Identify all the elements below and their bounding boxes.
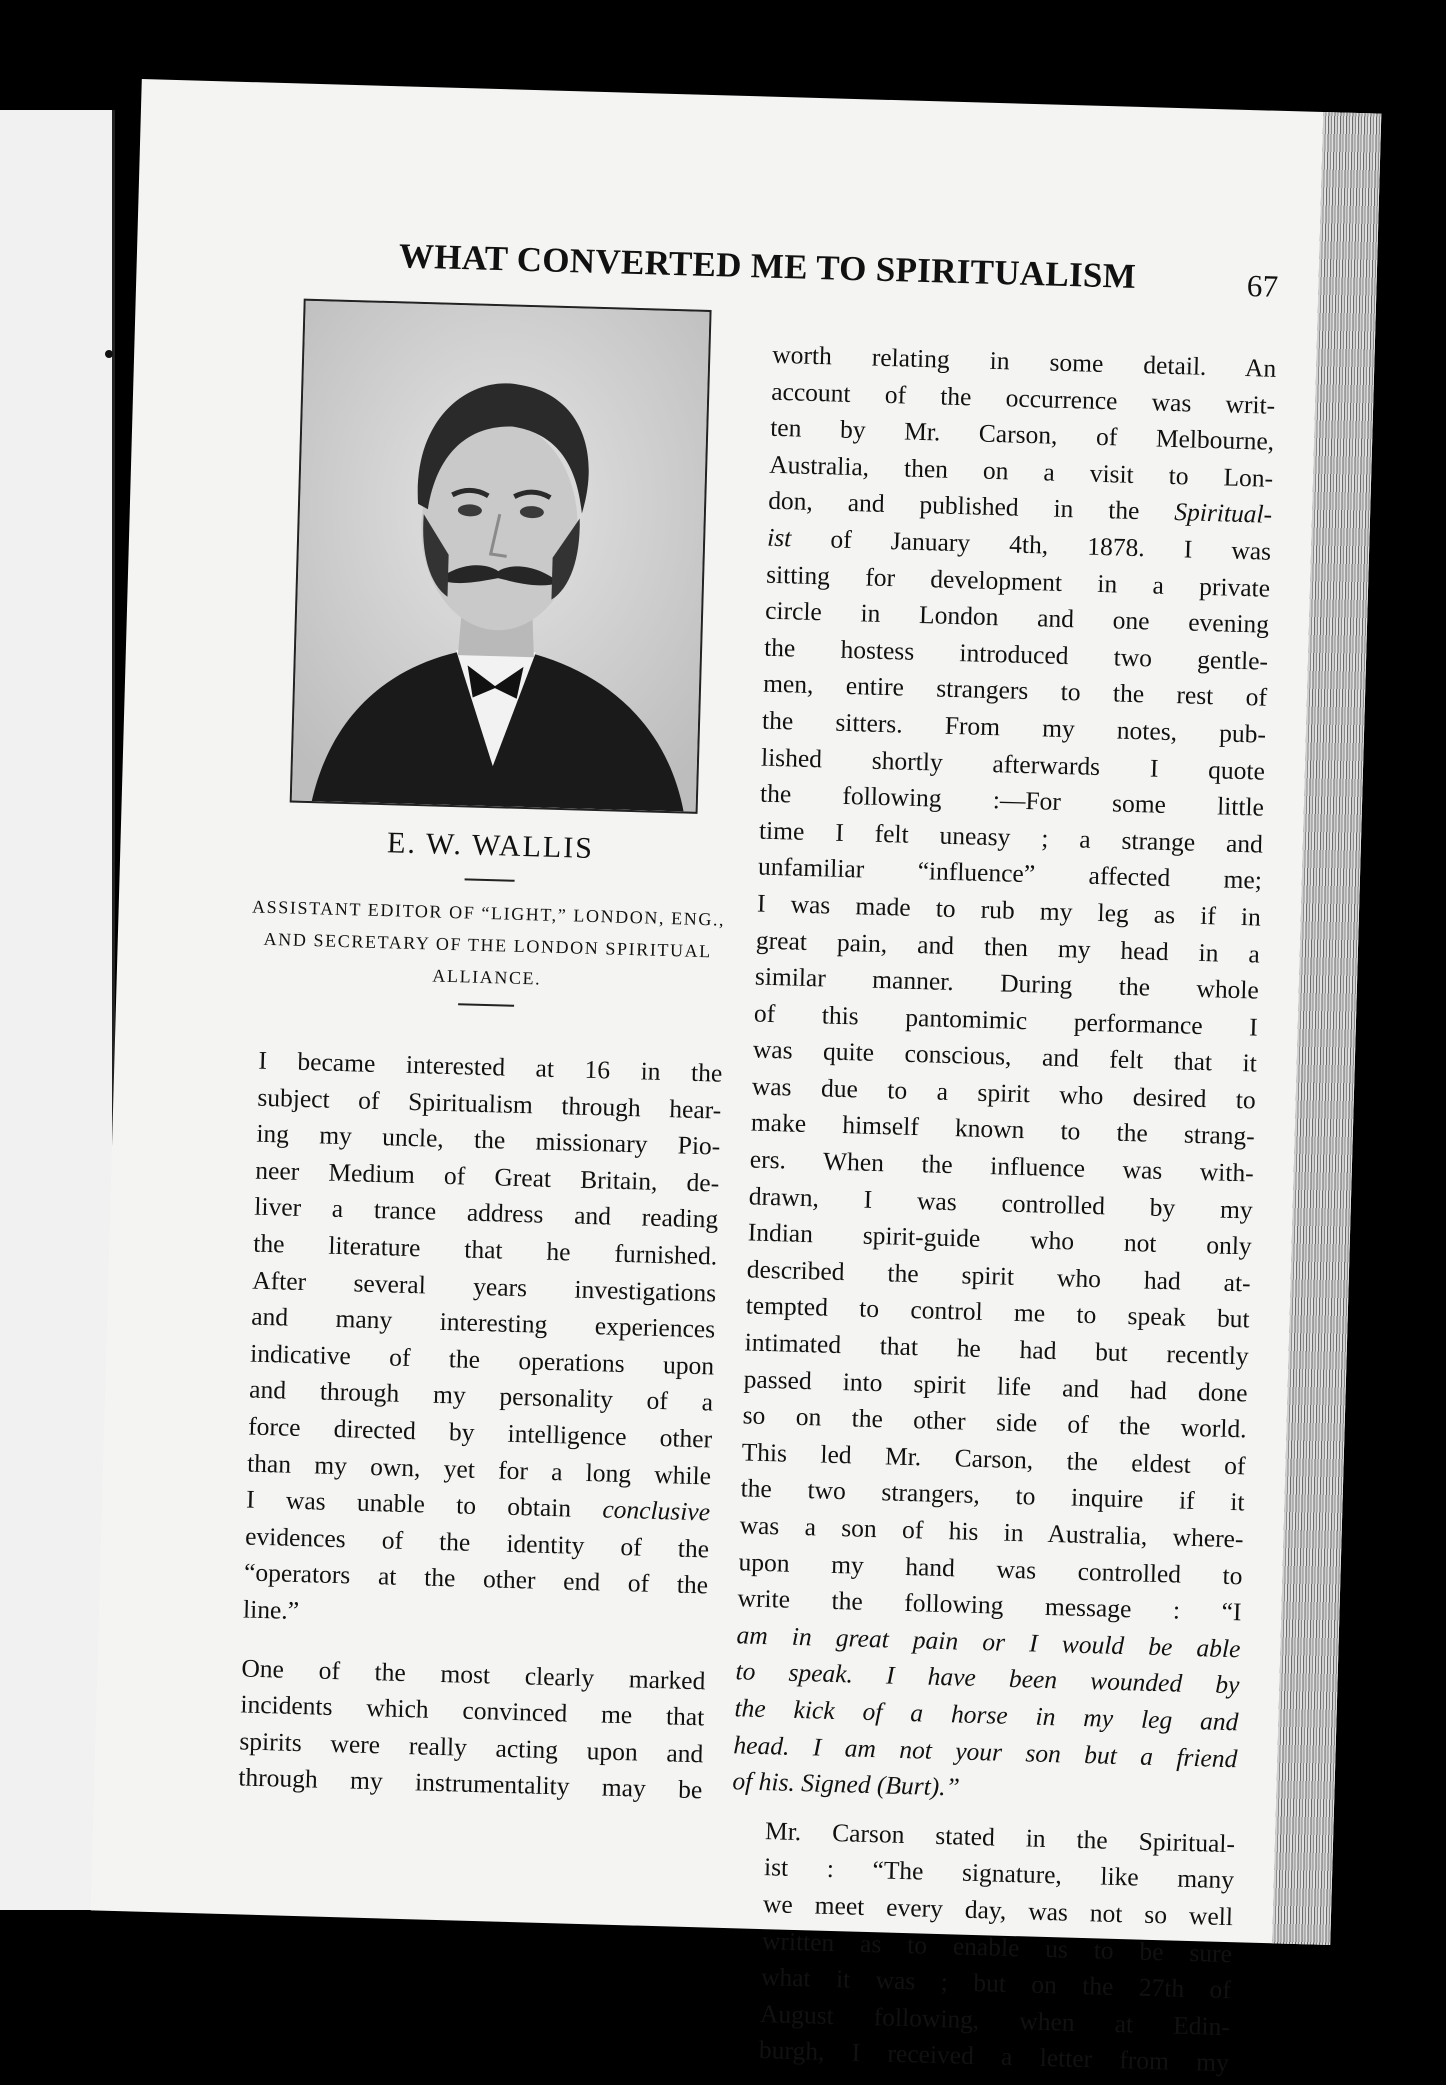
running-title: WHAT CONVERTED ME TO SPIRITUALISM: [398, 236, 1137, 296]
text-line: upon my hand was controlled to: [738, 1546, 1243, 1590]
text-line: drawn, I was controlled by my: [748, 1181, 1254, 1225]
text-fragment: don, and published in the: [767, 486, 1140, 526]
text-line: ers. When the influence was with-: [749, 1144, 1255, 1188]
text-line: the following :—For some little: [759, 778, 1265, 822]
text-line: the sitters. From my notes, pub-: [761, 705, 1267, 749]
text-line: ten by Mr. Carson, of Melbourne,: [769, 412, 1275, 456]
text-line: spirits were really acting upon and: [239, 1726, 704, 1769]
text-line: incidents which convinced me that: [240, 1689, 705, 1732]
text-line: than my own, yet for a long while: [246, 1448, 712, 1491]
portrait-illustration: [292, 301, 710, 812]
text-line: One of the most clearly marked: [241, 1652, 706, 1695]
text-fragment: I was unable to obtain: [245, 1484, 572, 1523]
text-fragment: of January 4th, 1878. I was: [830, 524, 1272, 566]
paragraph: [209, 1042, 723, 1641]
paragraph: [732, 337, 1277, 1814]
text-line: ist : “The signature, like many: [763, 1852, 1235, 1895]
running-header: [398, 236, 1279, 304]
text-line: line.”: [242, 1594, 300, 1625]
text-line: evidences of the identity of the: [244, 1521, 710, 1564]
text-line: time I felt uneasy ; a strange and: [758, 815, 1264, 859]
caption-rule: [458, 1003, 514, 1007]
paragraph: [204, 1649, 706, 1809]
text-line: sitting for development in a private: [765, 559, 1271, 603]
emphasis-spiritualist-end: ist: [766, 522, 792, 553]
text-line: intimated that he had but recently: [744, 1327, 1250, 1371]
text-line: passed into spirit life and had done: [743, 1363, 1248, 1408]
quoted-message-line: am in great pain or I would be able: [736, 1620, 1241, 1664]
text-line: was a son of his in Australia, where-: [739, 1510, 1244, 1554]
text-line: great pain, and then my head in a: [755, 925, 1261, 969]
quoted-message-line: of his. Signed (Burt).”: [732, 1766, 961, 1802]
text-line: so on the other side of the world.: [742, 1400, 1247, 1444]
text-line: what it was ; but on the 27th of: [760, 1962, 1232, 2005]
emphasis-conclusive: conclusive: [602, 1494, 711, 1527]
text-line: make himself known to the strang-: [750, 1107, 1256, 1151]
text-line: Australia, then on a visit to Lon-: [768, 449, 1274, 493]
text-line: subject of Spiritualism through hear-: [257, 1082, 722, 1125]
emphasis-spiritualist: Spiritual-: [1173, 497, 1273, 530]
text-line: the hostess introduced two gentle-: [763, 632, 1269, 676]
text-line: I was made to rub my leg as if in: [756, 888, 1262, 932]
text-line: was quite conscious, and felt that it: [752, 1034, 1258, 1078]
paragraph: [725, 1812, 1236, 2082]
portrait-name: E. W. WALLIS: [386, 826, 595, 865]
text-line: unfamiliar “influence” affected me;: [757, 851, 1263, 895]
text-line: neer Medium of Great Britain, de-: [254, 1155, 720, 1198]
text-line: After several years investigations: [251, 1265, 717, 1308]
text-line: written as to enable us to be sure: [761, 1925, 1233, 1968]
text-line: described the spirit who had at-: [746, 1254, 1252, 1298]
text-line: write the following message : “I: [737, 1583, 1242, 1627]
quoted-message-line: to speak. I have been wounded by: [735, 1656, 1240, 1700]
text-line: August following, when at Edin-: [759, 1998, 1231, 2041]
text-line: the literature that he furnished.: [252, 1228, 718, 1271]
text-line: the two strangers, to inquire if it: [740, 1473, 1245, 1517]
text-line: burgh, I received a letter from my: [758, 2035, 1230, 2078]
page-mark: [105, 350, 113, 358]
text-line: was due to a spirit who desired to: [751, 1071, 1257, 1115]
page-number: 67: [1246, 267, 1279, 304]
portrait-role: ASSISTANT EDITOR OF “LIGHT,” LONDON, ENG., AND SECRETARY OF THE LONDON SPIRITUAL ALLIANCE.: [251, 896, 726, 989]
text-line: circle in London and one evening: [764, 595, 1270, 639]
text-line: indicative of the operations upon: [249, 1338, 715, 1381]
text-line: liver a trance address and reading: [253, 1192, 719, 1234]
text-line: “operators at the other end of the: [243, 1557, 709, 1600]
quoted-message-line: the kick of a horse in my leg and: [734, 1693, 1239, 1737]
text-line: account of the occurrence was writ-: [770, 376, 1276, 420]
caption-rule: [465, 878, 515, 881]
portrait-photo: [290, 299, 712, 814]
text-line: Indian spirit-guide who not only: [747, 1217, 1253, 1261]
text-line: ing my uncle, the missionary Pio-: [256, 1118, 721, 1161]
left-column: [204, 1042, 723, 1809]
text-line: we meet every day, was not so well: [762, 1889, 1234, 1932]
text-line: men, entire strangers to the rest of: [762, 668, 1268, 713]
book-page: [91, 79, 1382, 2078]
text-line: force directed by intelligence other: [247, 1411, 713, 1454]
text-line: Mr. Carson stated in the Spiritual-: [764, 1815, 1236, 1859]
page-edges: [1272, 112, 1381, 1945]
text-line: through my instrumentality may be: [238, 1762, 703, 1805]
text-line: This led Mr. Carson, the eldest of: [741, 1437, 1246, 1481]
right-column: [725, 337, 1277, 2082]
text-line: I became interested at 16 in the: [258, 1045, 723, 1088]
text-line: tempted to control me to speak but: [745, 1290, 1251, 1334]
text-line: lished shortly afterwards I quote: [760, 742, 1266, 786]
text-line: similar manner. During the whole: [754, 961, 1260, 1005]
text-line: and many interesting experiences: [250, 1301, 716, 1344]
text-line: worth relating in some detail. An: [771, 339, 1277, 383]
text-line: and through my personality of a: [248, 1374, 714, 1417]
quoted-message-line: head. I am not your son but a friend: [733, 1729, 1238, 1773]
text-line: of this pantomimic performance I: [753, 998, 1259, 1042]
